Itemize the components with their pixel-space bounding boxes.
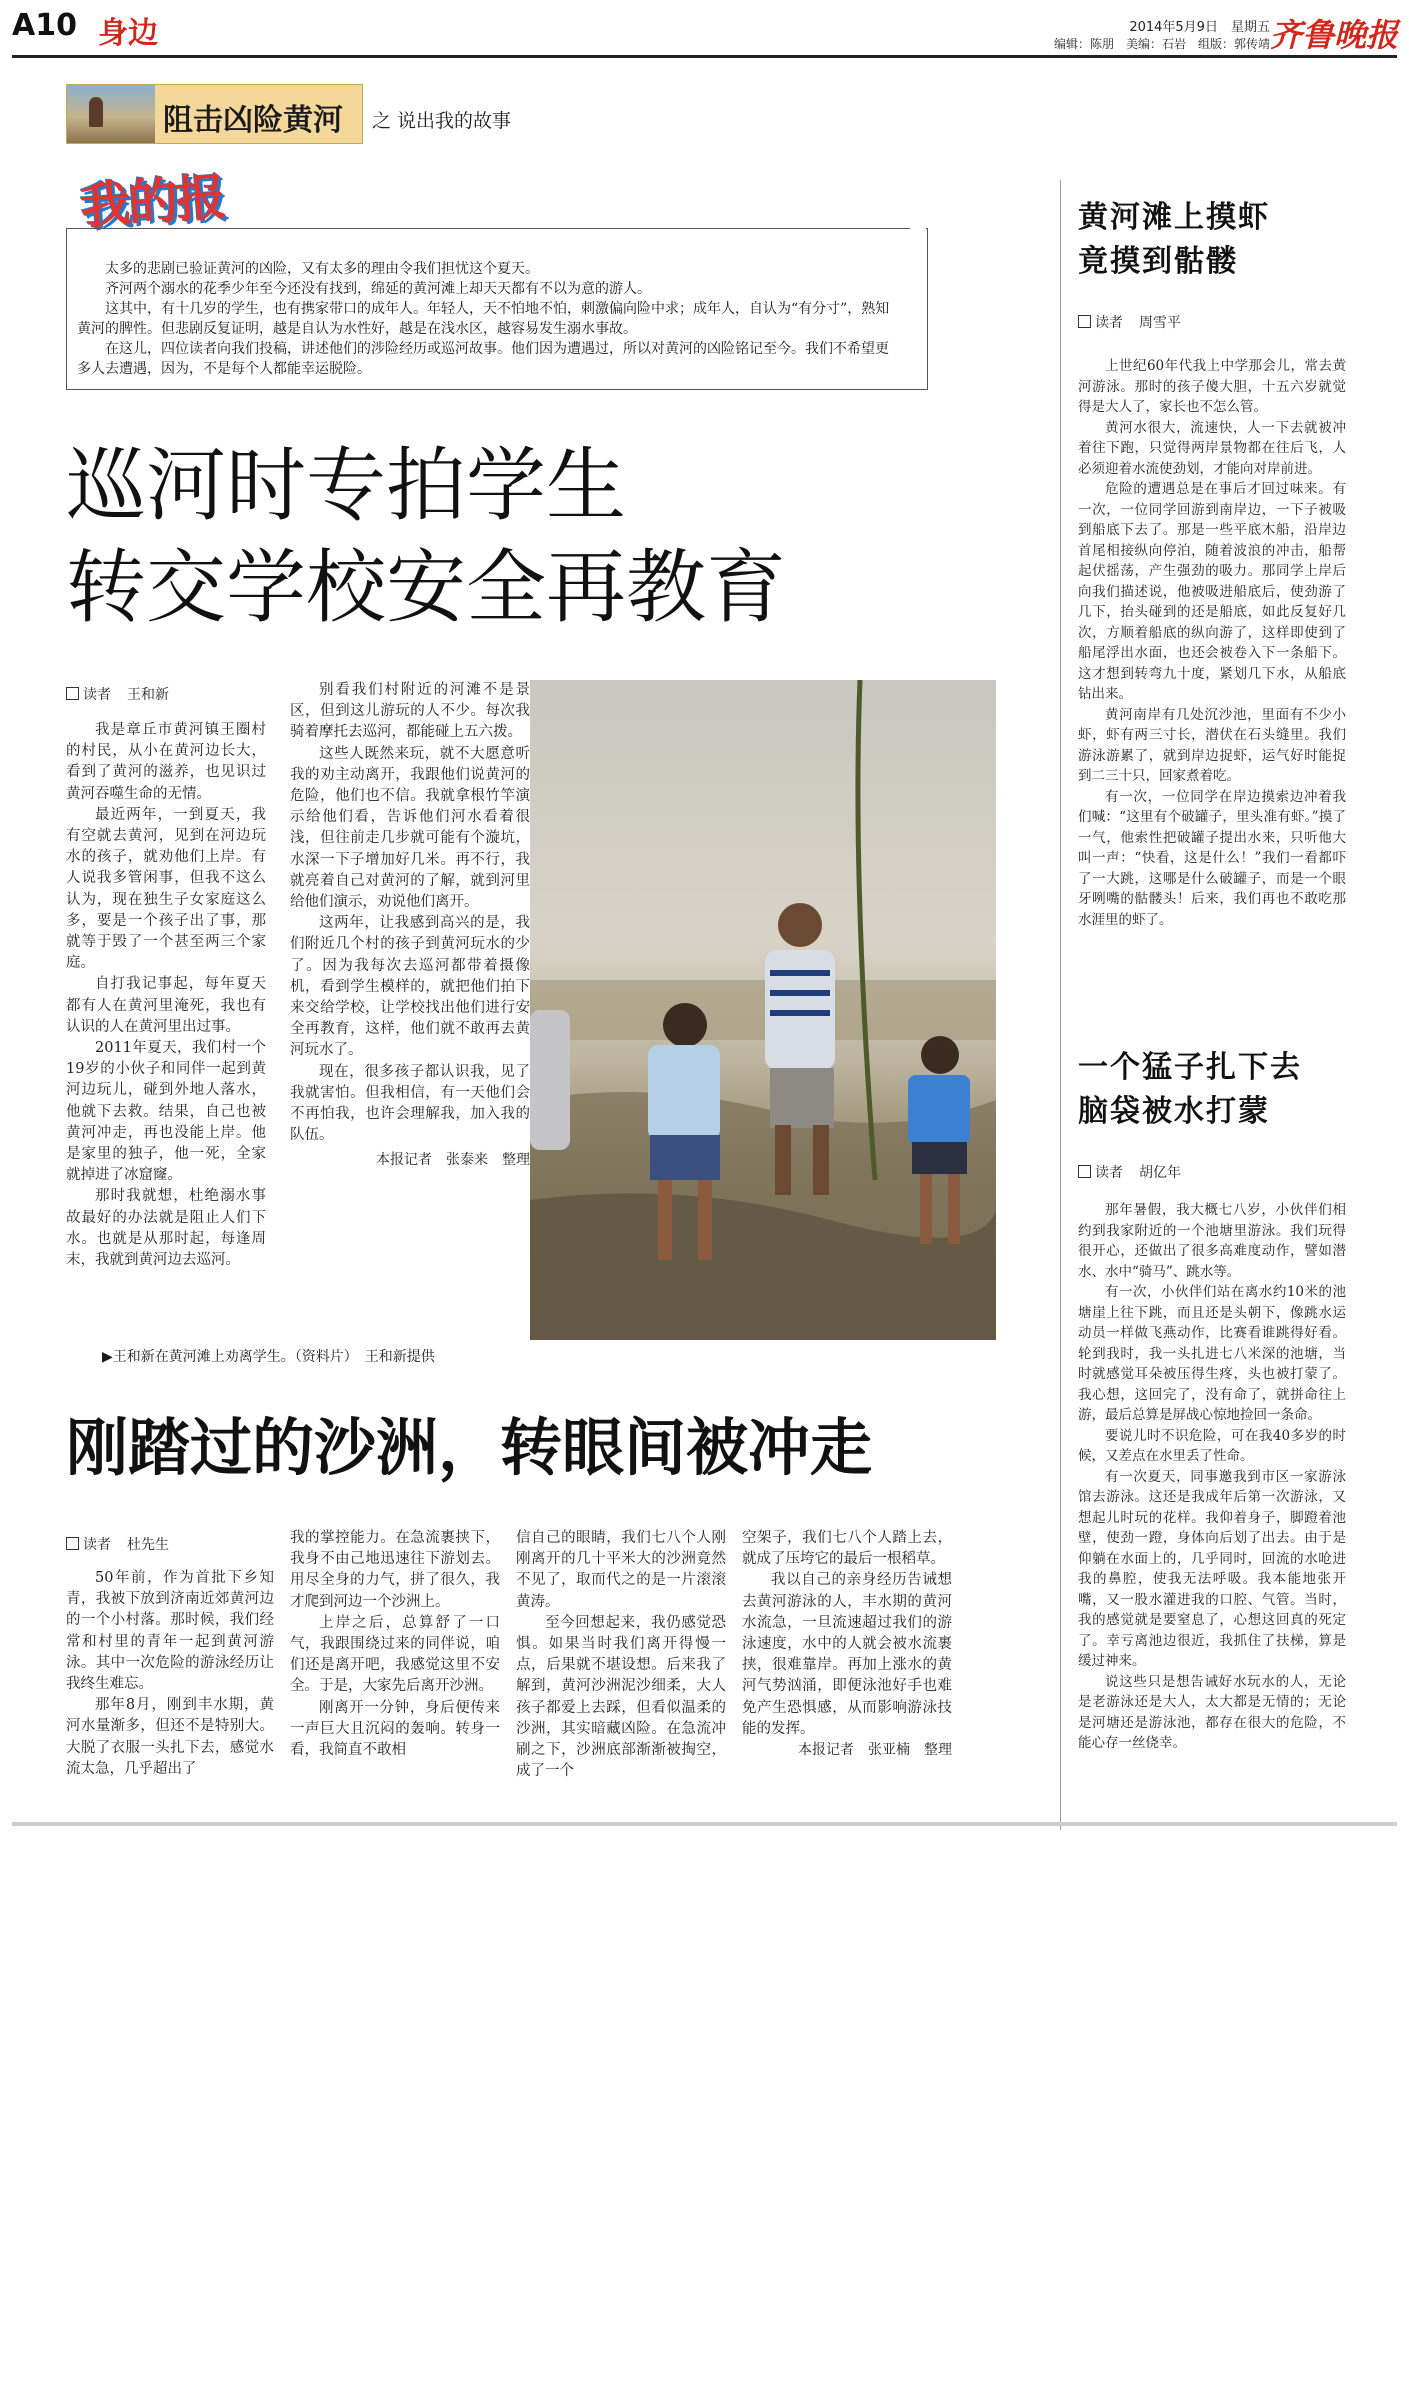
story2-paragraph: 信自己的眼睛，我们七八个人刚刚离开的几十平米大的沙洲竟然不见了，取而代之的是一片滚滚黄涛。 (516, 1530, 726, 1610)
byline-box-icon (66, 687, 79, 700)
story2-byline (66, 1534, 169, 1554)
intro-box (66, 228, 928, 390)
story2-paragraph: 刚离开一分钟，身后便传来一声巨大且沉闷的轰响。转身一看，我简直不敢相 (290, 1699, 500, 1759)
intro-paragraph: 齐河两个溺水的花季少年至今还没有找到，绵延的黄河滩上却天天都有不以为意的游人。 (105, 281, 651, 297)
header-rule (12, 55, 1397, 58)
editor-credits: 编辑：陈朋 美编：石岩 组版：郭传靖 (1053, 37, 1270, 51)
my-newspaper-logo: 我的报 (78, 168, 227, 236)
byline-author: 胡亿年 (1139, 1165, 1181, 1181)
story1-headline-line2: 转交学校安全再教育 (66, 541, 786, 634)
story2-paragraph: 那年8月，刚到丰水期，黄河水量渐多，但还不是特别大。大脱了衣服一头扎下去，感觉水流太急，几乎超出了 (66, 1697, 274, 1777)
story1-column-2 (290, 680, 530, 1172)
story1-byline (66, 684, 169, 704)
story1-paragraph: 别看我们村附近的河滩不是景区，但到这儿游玩的人不少。每次我骑着摩托去巡河，都能碰上五六拨。 (290, 682, 530, 741)
side2-paragraph: 有一次，小伙伴们站在离水约10米的池塘崖上往下跳，而且还是头朝下，像跳水运动员一样做飞燕动作，比赛看谁跳得好看。轮到我时，我一头扎进七八米深的池塘，当时就感觉耳朵被压得生疼，头也被打蒙了。我心想，这回完了，没有命了，就拼命往上游，最后总算是屏战心惊地捡回一条命。 (1078, 1284, 1346, 1423)
side1-paragraph: 黄河南岸有几处沉沙池，里面有不少小虾，虾有两三寸长，潜伏在石头缝里。我们游泳游累了，就到岸边捉虾，运气好时能捉到二三十只，回家煮着吃。 (1078, 706, 1346, 784)
intro-paragraph: 太多的悲剧已验证黄河的凶险，又有太多的理由令我们担忧这个夏天。 (105, 261, 539, 277)
story2-paragraph: 我以自己的亲身经历告诫想去黄河游泳的人，丰水期的黄河水流急，一旦流速超过我们的游泳速度，水中的人就会被水流裹挟，很难靠岸。再加上涨水的黄河气势汹涌，即便泳池好手也难免产生恐惧感，从而影响游泳技能的发挥。 (742, 1572, 952, 1737)
side1-paragraph: 有一次，一位同学在岸边摸索边冲着我们喊：“这里有个破罐子，里头准有虾。”摸了一气，他索性把破罐子提出水来，只听他大叫一声：“快看，这是什么！”我们一看都吓了一大跳，这哪是什么破罐子，而是一个眼牙咧嘴的骷髅头！后来，我们再也不敢吃那水涯里的虾了。 (1078, 788, 1346, 928)
story1-photo-caption: ▶王和新在黄河滩上劝离学生。（资料片） 王和新提供 (102, 1349, 435, 1365)
header-meta (1030, 16, 1270, 52)
story1-signature: 本报记者 张泰来 整理 (376, 1152, 530, 1169)
byline-author: 周雪平 (1139, 315, 1181, 331)
story1-headline-line1: 巡河时专拍学生 (66, 439, 626, 532)
story2-column-4 (742, 1528, 952, 1761)
bottom-rule (12, 1822, 1397, 1826)
byline-label: 读者 (83, 687, 111, 703)
byline-box-icon (66, 1537, 79, 1550)
side2-paragraph: 要说儿时不识危险，可在我40多岁的时候，又差点在水里丢了性命。 (1078, 1427, 1346, 1464)
side1-paragraph: 上世纪60年代我上中学那会儿，常去黄河游泳。那时的孩子傻大胆，十五六岁就觉得是大人了，家长也不怎么管。 (1078, 358, 1346, 415)
series-banner (66, 84, 363, 144)
section-name: 身边 (98, 16, 158, 51)
story1-column-1 (66, 720, 266, 1271)
intro-box-corner-fold (866, 218, 926, 258)
side1-paragraph: 黄河水很大，流速快，人一下去就被冲着往下跑，只觉得两岸景物都在往后飞，人必须迎着水流使劲划，才能向对岸前进。 (1078, 419, 1346, 477)
byline-label: 读者 (83, 1537, 111, 1553)
story2-paragraph: 上岸之后，总算舒了一口气，我跟围绕过来的同伴说，咱们还是离开吧，我感觉这里不安全。于是，大家先后离开沙洲。 (290, 1614, 500, 1695)
story1-photo (530, 680, 996, 1340)
side2-paragraph: 有一次夏天，同事邀我到市区一家游泳馆去游泳。这还是我成年后第一次游泳，又想起儿时玩的花样。我仰着身子，脚蹬着池壁，使劲一蹬，身体向后划了出去。由于是仰躺在水面上的，几乎同时，回流的水呛进我的鼻腔，使我无法呼吸。我本能地张开嘴，又一股水灌进我的口腔、气管。当时，我的感觉就是要窒息了，心想这回真的死定了。幸亏离池边很近，我抓住了扶梯，算是缓过神来。 (1078, 1468, 1346, 1669)
story2-paragraph: 我的掌控能力。在急流裹挟下，我身不由己地迅速往下游划去。用尽全身的力气，拼了很久，我才爬到河边一个沙洲上。 (290, 1530, 500, 1610)
story1-paragraph: 我是章丘市黄河镇王圈村的村民，从小在黄河边长大，看到了黄河的滋养，也见识过黄河吞噬生命的无情。 (66, 722, 266, 802)
side2-title-line1: 一个猛子扎下去 (1078, 1050, 1302, 1085)
byline-box-icon (1078, 1165, 1091, 1178)
byline-label: 读者 (1095, 1165, 1123, 1181)
story2-headline: 刚踏过的沙洲，转眼间被冲走 (66, 1411, 873, 1484)
byline-box-icon (1078, 315, 1091, 328)
story1-paragraph: 2011年夏天，我们村一个19岁的小伙子和同伴一起到黄河边玩儿，碰到外地人落水，他就下去救。结果，自己也被黄河冲走，再也没能上岸。他是家里的独子，他一死，全家就掉进了冰窟窿。 (66, 1040, 266, 1184)
byline-label: 读者 (1095, 315, 1123, 331)
side2-title-line2: 脑袋被水打蒙 (1078, 1094, 1270, 1129)
story2-paragraph: 至今回想起来，我仍感觉恐惧。如果当时我们离开得慢一点，后果就不堪设想。后来我了解到，黄河沙洲泥沙细柔，大人孩子都爱上去踩，但看似温柔的沙洲，其实暗藏凶险。在急流冲刷之下，沙洲底部渐渐被掏空，成了一个 (516, 1614, 726, 1780)
story2-column-1 (66, 1568, 274, 1780)
page-number: A10 (12, 8, 77, 43)
story1-paragraph: 自打我记事起，每年夏天都有人在黄河里淹死，我也有认识的人在黄河里出过事。 (66, 976, 266, 1035)
story1-paragraph: 这两年，让我感到高兴的是，我们附近几个村的孩子到黄河玩水的少了。因为我每次去巡河都带着摄像机，看到学生模样的，就把他们拍下来交给学校，让学校找出他们进行安全再教育，这样，他们就不敢再去黄河玩水了。 (290, 915, 530, 1059)
photo-scene (530, 680, 996, 1340)
side1-paragraph: 危险的遭遇总是在事后才回过味来。有一次，一位同学回游到南岸边，一下子被吸到船底下去了。那是一些平底木船，沿岸边首尾相接纵向停泊，随着波浪的冲击，船帮起伏摇荡，产生强劲的吸力。那同学上岸后向我们描述说，他被吸进船底后，使劲游了几下，抬头碰到的还是船底，如此反复好几次，方顺着船底的纵向游了，这样即使到了船尾浮出水面，也还会被卷入下一条船下。这才想到转弯九十度，紧划几下水，从船底钻出来。 (1078, 481, 1346, 702)
issue-date: 2014年5月9日 (1129, 20, 1218, 35)
story1-paragraph: 那时我就想，杜绝溺水事故最好的办法就是阻止人们下水。也就是从那时起，每逢周末，我就到黄河边去巡河。 (66, 1188, 266, 1269)
newspaper-brand-logo: 齐鲁晚报 (1270, 16, 1399, 54)
side2-paragraph: 说这些只是想告诫好水玩水的人，无论是老游泳还是大人，太大都是无情的；无论是河塘还是游泳池，都存在很大的危险，不能心存一丝侥幸。 (1078, 1673, 1346, 1751)
story1-paragraph: 最近两年，一到夏天，我有空就去黄河，见到在河边玩水的孩子，就劝他们上岸。有人说我多管闲事，但我不这么认为，现在独生子女家庭这么多，要是一个孩子出了事，那就等于毁了一个甚至两三个家庭。 (66, 806, 266, 972)
banner-title: 阻击凶险黄河 (163, 103, 343, 138)
byline-author: 杜先生 (127, 1537, 169, 1553)
story2-signature: 本报记者 张亚楠 整理 (798, 1742, 952, 1759)
banner-subtitle: 之 说出我的故事 (372, 110, 512, 132)
person-silhouette-icon (89, 97, 103, 127)
issue-weekday: 星期五 (1230, 20, 1270, 35)
side2-body (1078, 1200, 1346, 1754)
column-divider (1060, 180, 1061, 1830)
side1-byline (1078, 312, 1181, 332)
intro-paragraph: 这其中，有十几岁的学生，也有携家带口的成年人。年轻人，天不怕地不怕，刺激偏向险中求；成年人，自认为“有分寸”，熟知黄河的脾性。但悲剧反复证明，越是自认为水性好，越是在浅水区，越容易发生溺水事故。 (77, 301, 890, 337)
side2-paragraph: 那年暑假，我大概七八岁，小伙伴们相约到我家附近的一个池塘里游泳。我们玩得很开心，还做出了很多高难度动作，譬如潜水、水中“骑马”、跳水等。 (1078, 1202, 1346, 1280)
byline-author: 王和新 (127, 687, 169, 703)
banner-photo (67, 85, 155, 143)
story2-paragraph: 50年前，作为首批下乡知青，我被下放到济南近郊黄河边的一个小村落。那时候，我们经常和村里的青年一起到黄河游泳。其中一次危险的游泳经历让我终生难忘。 (66, 1570, 274, 1693)
intro-paragraph: 在这儿，四位读者向我们投稿，讲述他们的涉险经历或巡河故事。他们因为遭遇过，所以对黄河的凶险铭记至今。我们不希望更多人去遭遇，因为，不是每个人都能幸运脱险。 (77, 341, 889, 377)
story2-column-3 (516, 1528, 726, 1782)
side1-title-line1: 黄河滩上摸虾 (1078, 200, 1270, 235)
story1-paragraph: 现在，很多孩子都认识我，见了我就害怕。但我相信，有一天他们会不再怕我，也许会理解我，加入我的队伍。 (290, 1063, 530, 1144)
side2-byline (1078, 1162, 1181, 1182)
story2-column-2 (290, 1528, 500, 1761)
story2-paragraph: 空架子，我们七八个人踏上去，就成了压垮它的最后一根稻草。 (742, 1530, 952, 1568)
intro-text (77, 259, 897, 379)
story1-paragraph: 这些人既然来玩，就不大愿意听我的劝主动离开，我跟他们说黄河的危险，他们也不信。我就拿根竹竿演示给他们看，告诉他们河水看着很浅，但往前走几步就可能有个漩坑，水深一下子增加好几米。再不行，我就亮着自己对黄河的了解，就到河里给他们演示，劝说他们离开。 (290, 745, 530, 911)
side1-title-line2: 竟摸到骷髅 (1078, 244, 1238, 279)
side1-body (1078, 356, 1346, 930)
